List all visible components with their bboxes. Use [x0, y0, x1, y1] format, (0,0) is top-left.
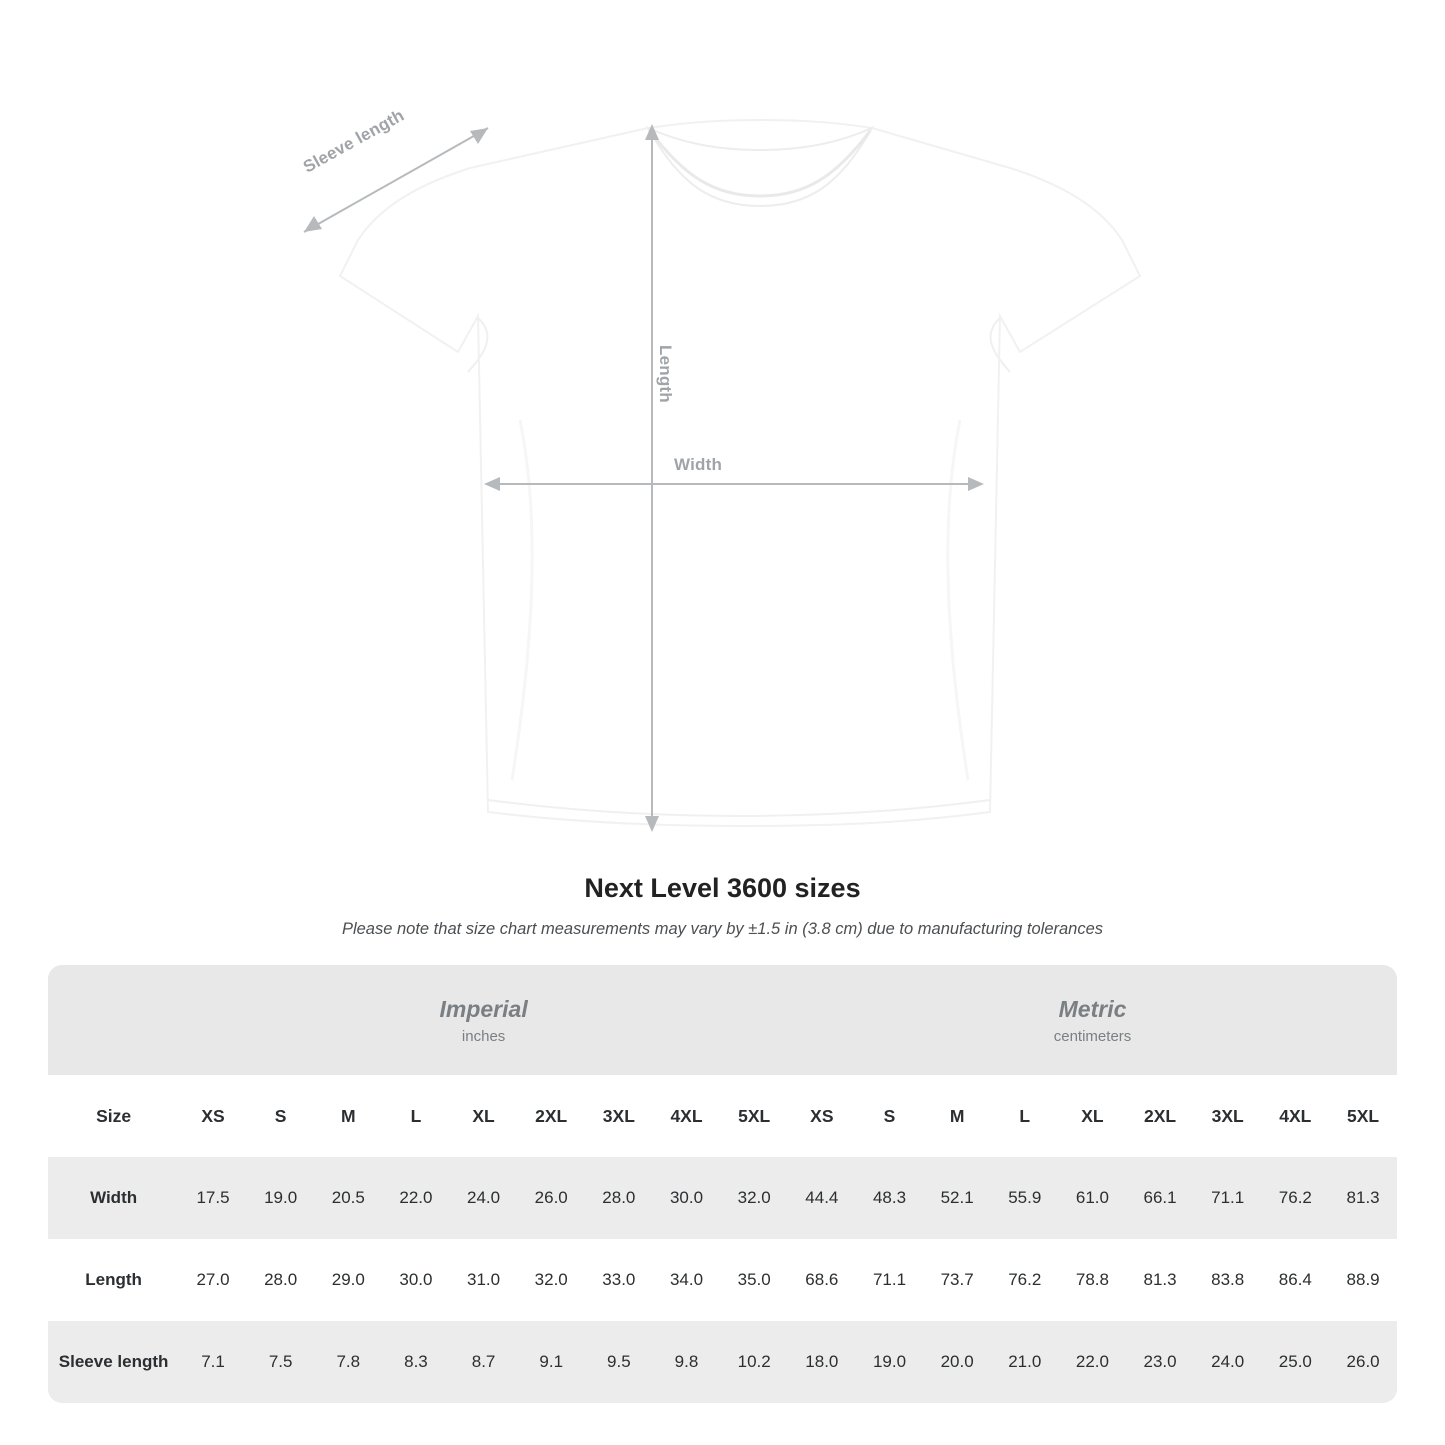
size-header-cell: XS	[179, 1075, 247, 1157]
table-cell: 30.0	[382, 1239, 450, 1321]
size-header-cell: S	[856, 1075, 924, 1157]
table-cell: 81.3	[1329, 1157, 1397, 1239]
table-cell: 17.5	[179, 1157, 247, 1239]
table-cell: 7.5	[247, 1321, 315, 1403]
size-header-cell: 5XL	[1329, 1075, 1397, 1157]
table-cell: 86.4	[1262, 1239, 1330, 1321]
table-cell: 20.5	[314, 1157, 382, 1239]
table-cell: 30.0	[653, 1157, 721, 1239]
size-header-cell: 4XL	[1262, 1075, 1330, 1157]
table-cell: 28.0	[585, 1157, 653, 1239]
row-label-length: Length	[48, 1239, 179, 1321]
size-header-label: Size	[48, 1075, 179, 1157]
table-cell: 23.0	[1126, 1321, 1194, 1403]
size-table-wrapper	[48, 965, 1397, 1403]
table-row	[48, 1239, 1397, 1321]
page-title: Next Level 3600 sizes	[584, 873, 861, 903]
table-cell: 35.0	[720, 1239, 788, 1321]
tshirt-shape	[340, 120, 1140, 826]
table-cell: 7.1	[179, 1321, 247, 1403]
table-row	[48, 1157, 1397, 1239]
table-cell: 10.2	[720, 1321, 788, 1403]
row-label-sleeve-length: Sleeve length	[48, 1321, 179, 1403]
size-header-cell: XL	[1059, 1075, 1127, 1157]
title-block	[0, 873, 1445, 939]
table-cell: 8.7	[450, 1321, 518, 1403]
table-corner-cell	[48, 965, 179, 1075]
table-cell: 29.0	[314, 1239, 382, 1321]
table-cell: 66.1	[1126, 1157, 1194, 1239]
table-cell: 34.0	[653, 1239, 721, 1321]
table-cell: 83.8	[1194, 1239, 1262, 1321]
table-cell: 61.0	[1059, 1157, 1127, 1239]
table-cell: 19.0	[247, 1157, 315, 1239]
table-cell: 55.9	[991, 1157, 1059, 1239]
width-label: Width	[674, 455, 723, 474]
size-header-cell: M	[923, 1075, 991, 1157]
table-cell: 24.0	[1194, 1321, 1262, 1403]
length-label: Length	[656, 345, 675, 403]
size-header-cell: XL	[450, 1075, 518, 1157]
table-cell: 68.6	[788, 1239, 856, 1321]
table-cell: 73.7	[923, 1239, 991, 1321]
table-cell: 25.0	[1262, 1321, 1330, 1403]
table-cell: 22.0	[382, 1157, 450, 1239]
table-cell: 81.3	[1126, 1239, 1194, 1321]
tolerance-note: Please note that size chart measurements may vary by ±1.5 in (3.8 cm) due to manufacturing tolerances	[341, 920, 1104, 938]
table-cell: 26.0	[1329, 1321, 1397, 1403]
table-cell: 32.0	[517, 1239, 585, 1321]
table-cell: 26.0	[517, 1157, 585, 1239]
size-header-cell: 4XL	[653, 1075, 721, 1157]
table-cell: 7.8	[314, 1321, 382, 1403]
unit-header-metric	[788, 965, 1397, 1075]
size-header-cell: 3XL	[585, 1075, 653, 1157]
table-cell: 27.0	[179, 1239, 247, 1321]
table-cell: 48.3	[856, 1157, 924, 1239]
table-cell: 9.5	[585, 1321, 653, 1403]
imperial-sub: inches	[461, 1027, 506, 1045]
table-cell: 78.8	[1059, 1239, 1127, 1321]
size-table	[48, 965, 1397, 1403]
table-cell: 76.2	[1262, 1157, 1330, 1239]
table-cell: 44.4	[788, 1157, 856, 1239]
size-header-row	[48, 1075, 1397, 1157]
table-cell: 33.0	[585, 1239, 653, 1321]
size-header-cell: 3XL	[1194, 1075, 1262, 1157]
table-cell: 28.0	[247, 1239, 315, 1321]
table-cell: 18.0	[788, 1321, 856, 1403]
table-cell: 9.1	[517, 1321, 585, 1403]
table-cell: 21.0	[991, 1321, 1059, 1403]
table-cell: 9.8	[653, 1321, 721, 1403]
table-cell: 76.2	[991, 1239, 1059, 1321]
imperial-name: Imperial	[439, 996, 528, 1023]
table-cell: 32.0	[720, 1157, 788, 1239]
unit-header-imperial	[179, 965, 788, 1075]
table-cell: 88.9	[1329, 1239, 1397, 1321]
size-header-cell: M	[314, 1075, 382, 1157]
table-cell: 71.1	[1194, 1157, 1262, 1239]
table-cell: 8.3	[382, 1321, 450, 1403]
metric-name: Metric	[1058, 996, 1127, 1023]
table-row	[48, 1321, 1397, 1403]
table-cell: 31.0	[450, 1239, 518, 1321]
sleeve-length-label: Sleeve length	[300, 105, 408, 177]
size-header-cell: 5XL	[720, 1075, 788, 1157]
row-label-width: Width	[48, 1157, 179, 1239]
size-header-cell: L	[382, 1075, 450, 1157]
table-cell: 71.1	[856, 1239, 924, 1321]
metric-sub: centimeters	[1053, 1027, 1132, 1045]
unit-header-row	[48, 965, 1397, 1075]
size-header-cell: 2XL	[1126, 1075, 1194, 1157]
table-cell: 20.0	[923, 1321, 991, 1403]
size-header-cell: XS	[788, 1075, 856, 1157]
table-cell: 52.1	[923, 1157, 991, 1239]
table-cell: 24.0	[450, 1157, 518, 1239]
size-header-cell: 2XL	[517, 1075, 585, 1157]
table-cell: 22.0	[1059, 1321, 1127, 1403]
size-header-cell: S	[247, 1075, 315, 1157]
table-cell: 19.0	[856, 1321, 924, 1403]
size-header-cell: L	[991, 1075, 1059, 1157]
